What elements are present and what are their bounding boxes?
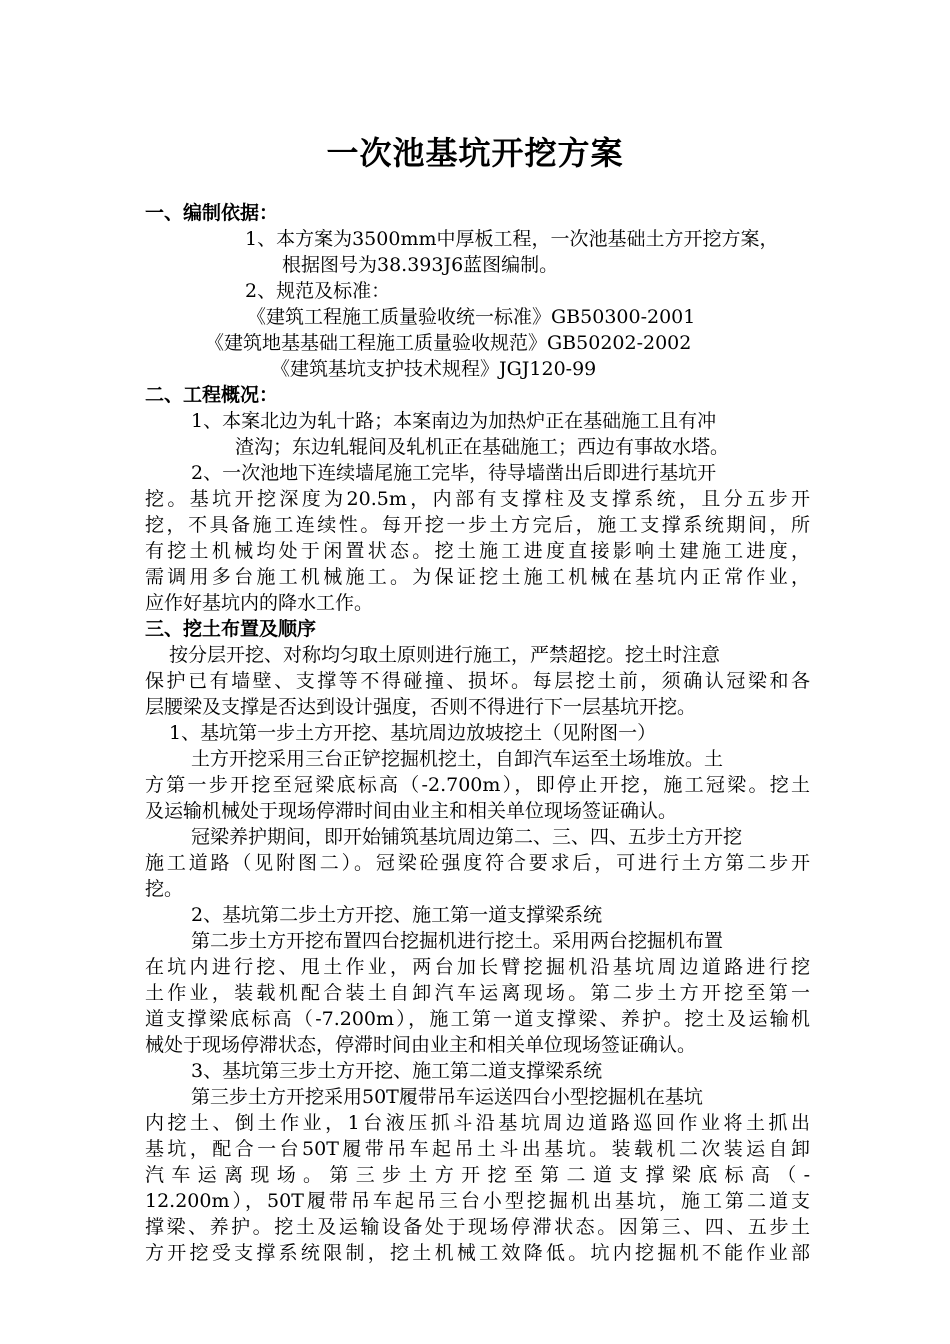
standard-reference: 《建筑基坑支护技术规程》JGJ120-99 — [271, 358, 597, 380]
document-title: 一次池基坑开挖方案 — [326, 134, 624, 172]
subsection-heading: 1、基坑第一步土方开挖、基坑周边放坡挖土（见附图一） — [169, 722, 657, 744]
paragraph-line: 1、本方案为3500mm中厚板工程，一次池基础土方开挖方案， — [245, 228, 779, 250]
paragraph-line: 根据图号为38.393J6蓝图编制。 — [282, 254, 559, 276]
paragraph-line: 在坑内进行挖、甩土作业，两台加长臂挖掘机沿基坑周边道路进行挖 — [145, 956, 810, 978]
standard-reference: 《建筑地基基础工程施工质量验收规范》GB50202-2002 — [205, 332, 692, 354]
paragraph-line: 挖。基坑开挖深度为20.5m，内部有支撑柱及支撑系统，且分五步开 — [145, 488, 810, 510]
document-body — [145, 200, 810, 1266]
paragraph-line: 土方开挖采用三台正铲挖掘机挖土，自卸汽车运至土场堆放。土 — [191, 748, 724, 770]
paragraph-line: 施工道路（见附图二）。冠梁砼强度符合要求后，可进行土方第二步开 — [145, 852, 810, 874]
paragraph-line: 需调用多台施工机械施工。为保证挖土施工机械在基坑内正常作业， — [145, 566, 810, 588]
paragraph-line: 渣沟；东边轧辊间及轧机正在基础施工；西边有事故水塔。 — [235, 436, 730, 458]
paragraph-line: 2、规范及标准： — [245, 280, 391, 302]
paragraph-line: 内挖土、倒土作业，1台液压抓斗沿基坑周边道路巡回作业将土抓出 — [145, 1112, 810, 1134]
subsection-heading: 3、基坑第三步土方开挖、施工第二道支撑梁系统 — [191, 1060, 603, 1082]
section-heading: 三、挖土布置及顺序 — [145, 618, 317, 640]
section-heading: 一、编制依据： — [145, 202, 279, 224]
paragraph-line: 撑梁、养护。挖土及运输设备处于现场停滞状态。因第三、四、五步土 — [145, 1216, 810, 1238]
paragraph-line: 冠梁养护期间，即开始铺筑基坑周边第二、三、四、五步土方开挖 — [191, 826, 743, 848]
paragraph-line: 第三步土方开挖采用50T履带吊车运送四台小型挖掘机在基坑 — [191, 1086, 703, 1108]
standard-reference: 《建筑工程施工质量验收统一标准》GB50300-2001 — [247, 306, 696, 328]
paragraph-line: 基坑，配合一台50T履带吊车起吊土斗出基坑。装载机二次装运自卸 — [145, 1138, 810, 1160]
paragraph-line: 第二步土方开挖布置四台挖掘机进行挖土。采用两台挖掘机布置 — [191, 930, 724, 952]
paragraph-line: 挖。 — [145, 878, 184, 900]
subsection-heading: 2、基坑第二步土方开挖、施工第一道支撑梁系统 — [191, 904, 603, 926]
paragraph-line: 应作好基坑内的降水工作。 — [145, 592, 374, 614]
paragraph-line: 械处于现场停滞状态，停滞时间由业主和相关单位现场签证确认。 — [145, 1034, 697, 1056]
paragraph-line: 1、本案北边为轧十路；本案南边为加热炉正在基础施工且有冲 — [191, 410, 717, 432]
paragraph-line: 方第一步开挖至冠梁底标高（-2.700m），即停止开挖，施工冠梁。挖土 — [145, 774, 810, 796]
paragraph-line: 方开挖受支撑系统限制，挖土机械工效降低。坑内挖掘机不能作业部 — [145, 1242, 810, 1264]
paragraph-line: 土作业，装载机配合装土自卸汽车运离现场。第二步土方开挖至第一 — [145, 982, 810, 1004]
paragraph-line: 12.200m），50T履带吊车起吊三台小型挖掘机出基坑，施工第二道支 — [145, 1190, 810, 1212]
paragraph-line: 汽车运离现场。第三步土方开挖至第二道支撑梁底标高（- — [145, 1164, 810, 1186]
section-heading: 二、工程概况： — [145, 384, 279, 406]
paragraph-line: 有挖土机械均处于闲置状态。挖土施工进度直接影响土建施工进度， — [145, 540, 810, 562]
paragraph-line: 层腰梁及支撑是否达到设计强度，否则不得进行下一层基坑开挖。 — [145, 696, 697, 718]
paragraph-line: 按分层开挖、对称均匀取土原则进行施工，严禁超挖。挖土时注意 — [169, 644, 721, 666]
paragraph-line: 挖，不具备施工连续性。每开挖一步土方完后，施工支撑系统期间，所 — [145, 514, 810, 536]
paragraph-line: 保护已有墙壁、支撑等不得碰撞、损坏。每层挖土前，须确认冠梁和各 — [145, 670, 810, 692]
paragraph-line: 及运输机械处于现场停滞时间由业主和相关单位现场签证确认。 — [145, 800, 678, 822]
paragraph-line: 2、一次池地下连续墙尾施工完毕，待导墙凿出后即进行基坑开 — [191, 462, 717, 484]
paragraph-line: 道支撑梁底标高（-7.200m），施工第一道支撑梁、养护。挖土及运输机 — [145, 1008, 810, 1030]
